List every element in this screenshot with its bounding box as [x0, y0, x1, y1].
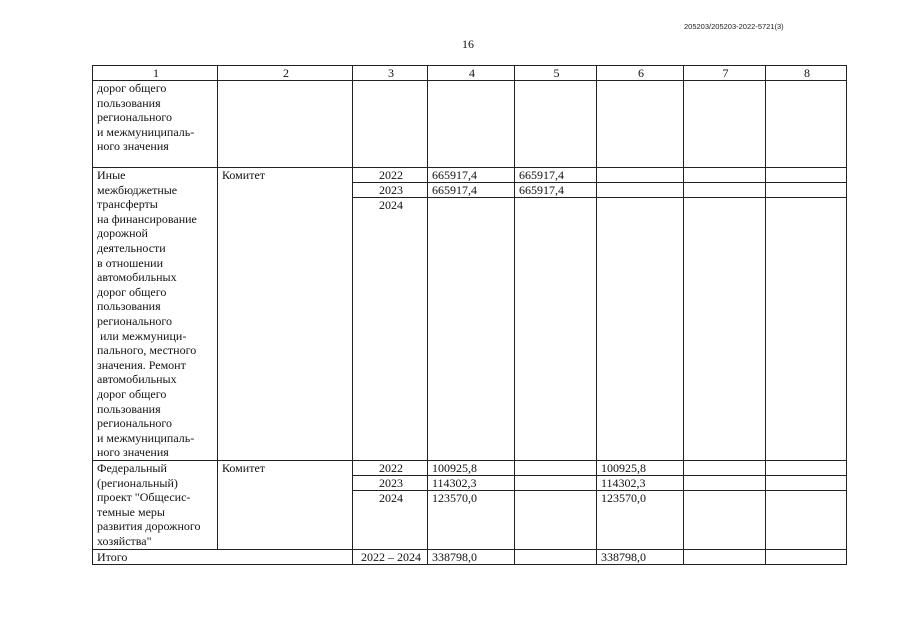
document-code: 205203/205203-2022-5721(3) — [684, 22, 784, 31]
empty-cell — [766, 81, 847, 168]
total-col4: 338798,0 — [428, 549, 515, 564]
event-name-cell — [93, 81, 218, 168]
value-col7 — [684, 183, 766, 198]
empty-cell — [684, 81, 766, 168]
table-row-transfers-2022 — [93, 168, 847, 183]
year-cell: 2022 — [353, 168, 428, 183]
value-col7 — [684, 491, 766, 549]
header-col-7: 7 — [684, 66, 766, 81]
value-col4: 114302,3 — [428, 476, 515, 491]
empty-cell — [353, 81, 428, 168]
header-col-1: 1 — [93, 66, 218, 81]
total-col7 — [684, 549, 766, 564]
budget-table — [92, 65, 847, 565]
event-name-text: Иные межбюджетные трансферты на финансирование дорожной деятельности в отношении автомобильных дорог общего пользования регионального или межмуници- пального, местного значения. Ремонт автомобильных дорог общего пользования регионального и межмуниципаль- ного значения — [97, 168, 197, 460]
executor-cell: Комитет — [218, 168, 353, 461]
header-col-6: 6 — [597, 66, 684, 81]
value-col6 — [597, 183, 684, 198]
total-col6: 338798,0 — [597, 549, 684, 564]
value-col8 — [766, 198, 847, 461]
header-col-5: 5 — [515, 66, 597, 81]
header-col-3: 3 — [353, 66, 428, 81]
value-col5 — [515, 198, 597, 461]
year-cell: 2022 — [353, 461, 428, 476]
event-name-cell — [93, 168, 218, 461]
empty-cell — [597, 81, 684, 168]
value-col6: 100925,8 — [597, 461, 684, 476]
value-col7 — [684, 198, 766, 461]
value-col4: 665917,4 — [428, 168, 515, 183]
year-cell: 2024 — [353, 198, 428, 461]
value-col8 — [766, 168, 847, 183]
empty-cell — [515, 81, 597, 168]
value-col6 — [597, 168, 684, 183]
value-col7 — [684, 461, 766, 476]
value-col6 — [597, 198, 684, 461]
value-col4 — [428, 198, 515, 461]
total-col8 — [766, 549, 847, 564]
total-col5 — [515, 549, 597, 564]
total-period: 2022 – 2024 — [353, 549, 428, 564]
value-col6: 114302,3 — [597, 476, 684, 491]
year-cell: 2023 — [353, 183, 428, 198]
value-col4: 665917,4 — [428, 183, 515, 198]
value-col5: 665917,4 — [515, 183, 597, 198]
value-col5 — [515, 461, 597, 476]
value-col4: 100925,8 — [428, 461, 515, 476]
header-col-8: 8 — [766, 66, 847, 81]
header-col-4: 4 — [428, 66, 515, 81]
table-row-federal-2022 — [93, 461, 847, 476]
year-cell: 2024 — [353, 491, 428, 549]
value-col5 — [515, 476, 597, 491]
empty-cell — [428, 81, 515, 168]
header-col-2: 2 — [218, 66, 353, 81]
value-col8 — [766, 461, 847, 476]
executor-cell: Комитет — [218, 461, 353, 550]
value-col8 — [766, 491, 847, 549]
table-row-total — [93, 549, 847, 564]
year-cell: 2023 — [353, 476, 428, 491]
value-col8 — [766, 183, 847, 198]
value-col5: 665917,4 — [515, 168, 597, 183]
value-col8 — [766, 476, 847, 491]
value-col4: 123570,0 — [428, 491, 515, 549]
event-name-cell — [93, 461, 218, 550]
empty-cell — [218, 81, 353, 168]
page-number: 16 — [462, 37, 474, 51]
header-row — [93, 66, 847, 81]
value-col7 — [684, 168, 766, 183]
event-name-text: Федеральный (региональный) проект "Общесис- темные меры развития дорожного хозяйства" — [97, 461, 201, 548]
value-col6: 123570,0 — [597, 491, 684, 549]
event-name-text: дорог общего пользования регионального и межмуниципаль- ного значения — [97, 81, 195, 154]
value-col7 — [684, 476, 766, 491]
value-col5 — [515, 491, 597, 549]
table-row-continued — [93, 81, 847, 168]
total-label: Итого — [93, 549, 353, 564]
